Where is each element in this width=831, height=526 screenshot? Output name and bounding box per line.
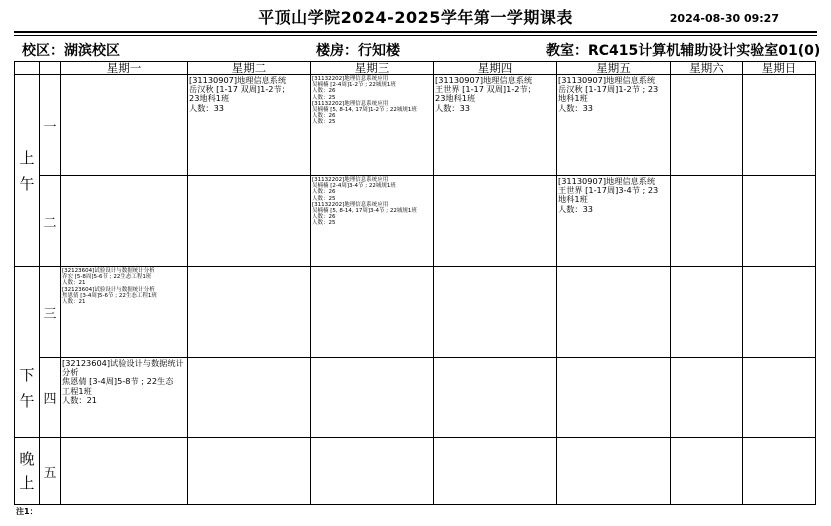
cell-p5-thu	[434, 438, 557, 505]
title-rule	[14, 31, 817, 33]
cell-p1-fri: [31130907]地理信息系统 岳汉秋 [1-17周]1-2节 ; 23 地科1班 人数：33	[557, 75, 671, 176]
cell-p1-wed: [31132202]地理信息系统应用 吴楠楠 [2-4周]1-2节 ; 22城规1班 人数：26 人数：25 [31132202]地理信息系统应用 吴楠楠 [5, 8-14, 17周]1-2节 ; 22城规1班 人数：26 人数：25	[311, 75, 434, 176]
cell-p4-fri	[557, 358, 671, 438]
cell-p4-sat	[671, 358, 743, 438]
printed-timestamp: 2024-08-30 09:27	[669, 12, 779, 25]
cell-p3-sat	[671, 267, 743, 358]
cell-p1-thu: [31130907]地理信息系统 王世界 [1-17 双周]1-2节； 23地科1班 人数：33	[434, 75, 557, 176]
cell-p3-sun	[743, 267, 816, 358]
cell-p3-mon: [32123604]试验设计与数据统计分析 乔宏 [5-8周]5-6节 ; 22生态工程1班 人数：21 [32123604]试验设计与数据统计分析 焦恩倩 [3-4周]5-6节 ; 22生态工程1班 人数：21	[61, 267, 188, 358]
cell-p5-sat	[671, 438, 743, 505]
timetable	[14, 61, 816, 505]
cell-p3-wed	[311, 267, 434, 358]
campus-value: 湖滨校区	[64, 43, 120, 59]
day-header-sun: 星期日	[743, 62, 816, 75]
cell-p3-fri	[557, 267, 671, 358]
cell-p4-thu	[434, 358, 557, 438]
cell-p1-tue: [31130907]地理信息系统 岳汉秋 [1-17 双周]1-2节； 23地科1班 人数：33	[188, 75, 311, 176]
room-value: RC415计算机辅助设计实验室01(0)	[588, 43, 821, 59]
building-value: 行知楼	[358, 43, 400, 59]
cell-p5-mon	[61, 438, 188, 505]
session-afternoon: 下 午	[15, 267, 40, 438]
cell-p5-wed	[311, 438, 434, 505]
building-label: 楼房：	[316, 43, 358, 59]
cell-p2-sat	[671, 176, 743, 267]
cell-p1-sat	[671, 75, 743, 176]
cell-p4-wed	[311, 358, 434, 438]
cell-p2-thu	[434, 176, 557, 267]
campus-info	[22, 40, 120, 60]
cell-p4-tue	[188, 358, 311, 438]
campus-label: 校区：	[22, 43, 64, 59]
cell-p5-sun	[743, 438, 816, 505]
building-info	[316, 40, 400, 60]
cell-p2-sun	[743, 176, 816, 267]
session-morning: 上 午	[15, 75, 40, 267]
day-header-tue: 星期二	[188, 62, 311, 75]
period-2-label: 二	[40, 176, 61, 267]
cell-p2-tue	[188, 176, 311, 267]
cell-p5-tue	[188, 438, 311, 505]
page-title: 平顶山学院2024-2025学年第一学期课表	[258, 8, 573, 27]
corner-cell-2	[40, 62, 61, 75]
cell-p5-fri	[557, 438, 671, 505]
period-1-label: 一	[40, 75, 61, 176]
title-rule-thin	[14, 35, 817, 36]
cell-p3-tue	[188, 267, 311, 358]
period-3-label: 三	[40, 267, 61, 358]
day-header-thu: 星期四	[434, 62, 557, 75]
room-info	[546, 40, 820, 60]
day-header-wed: 星期三	[311, 62, 434, 75]
room-label: 教室：	[546, 43, 588, 59]
cell-p2-wed: [31132202]地理信息系统应用 吴楠楠 [2-4周]3-4节 ; 22城规1班 人数：26 人数：25 [31132202]地理信息系统应用 吴楠楠 [5, 8-14, 17周]3-4节 ; 22城规1班 人数：26 人数：25	[311, 176, 434, 267]
cell-p1-mon	[61, 75, 188, 176]
footer-note: 注1：	[16, 507, 38, 516]
corner-cell	[15, 62, 40, 75]
cell-p4-mon: [32123604]试验设计与数据统计 分析 焦恩倩 [3-4周]5-8节 ; 22生态 工程1班 人数：21	[61, 358, 188, 438]
day-header-sat: 星期六	[671, 62, 743, 75]
cell-p4-sun	[743, 358, 816, 438]
session-evening: 晚 上	[15, 438, 40, 505]
day-header-fri: 星期五	[557, 62, 671, 75]
cell-p1-sun	[743, 75, 816, 176]
cell-p2-mon	[61, 176, 188, 267]
cell-p3-thu	[434, 267, 557, 358]
cell-p2-fri: [31130907]地理信息系统 王世界 [1-17周]3-4节 ; 23 地科1班 人数：33	[557, 176, 671, 267]
period-5-label: 五	[40, 438, 61, 505]
period-4-label: 四	[40, 358, 61, 438]
day-header-mon: 星期一	[61, 62, 188, 75]
